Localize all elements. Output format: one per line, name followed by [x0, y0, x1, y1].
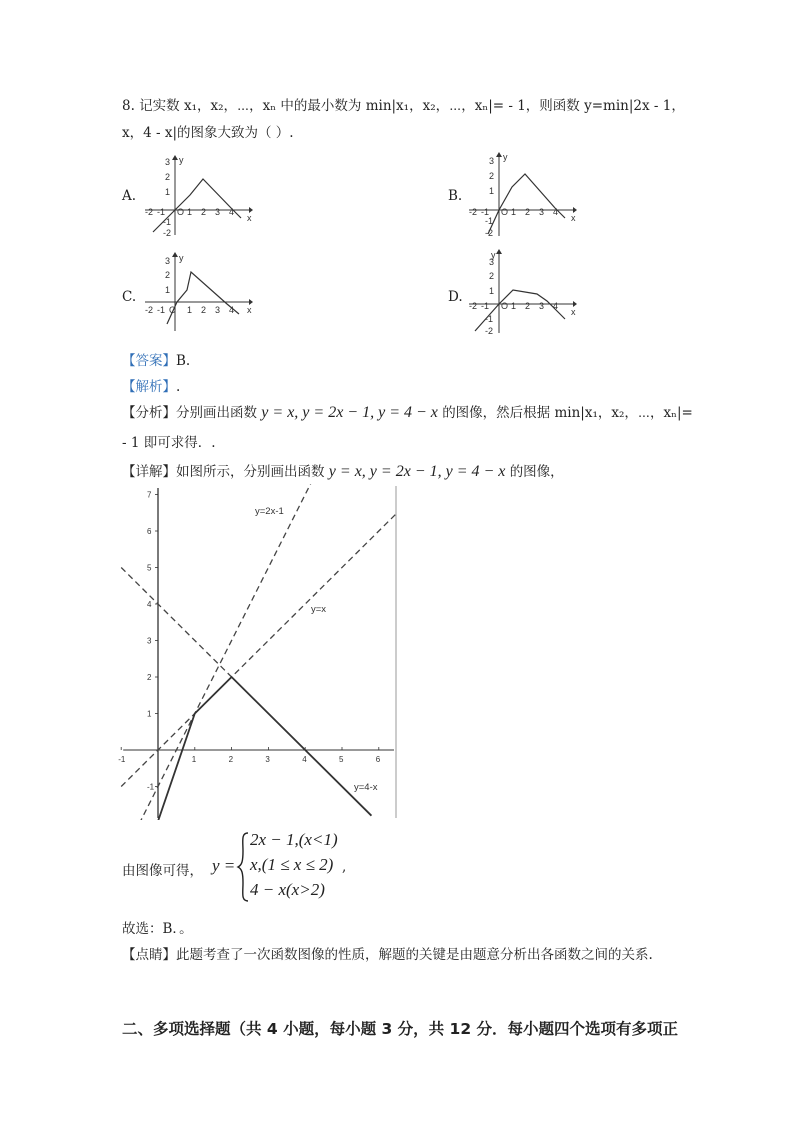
conclusion-text: 由图像可得， [122, 863, 203, 879]
choice-line: 故选：B．。 [122, 921, 193, 937]
fenxi-post: 的图像，然后根据 min|x₁，x₂，⋯，xₙ|= [442, 405, 693, 421]
y-tick: 1 [165, 187, 171, 197]
x-axis-label: x [247, 305, 252, 315]
y-tick: 2 [489, 271, 495, 281]
detail-post: 的图像， [509, 464, 564, 480]
x-tick: -2 [145, 305, 154, 315]
question-line-1: 8. 记实数 x₁，x₂，⋯，xₙ 中的最小数为 min|x₁，x₂，⋯，xₙ|= - 1，则函数 y=min|2x - 1， [122, 98, 685, 114]
case-3: 4 − x(x>2) [250, 880, 325, 899]
y-tick-label: 3 [147, 636, 152, 646]
series-label-x: y=x [311, 604, 327, 615]
y-tick: -2 [485, 228, 494, 237]
y-tick: 1 [165, 285, 171, 295]
x-axis-label: x [571, 307, 576, 317]
fenxi-line-1 [122, 401, 693, 422]
y-axis-label: y [179, 253, 184, 263]
conclusion-tail: , [342, 859, 347, 875]
fenxi-tag: 【分析】 [122, 405, 176, 421]
x-tick: 2 [525, 207, 531, 217]
answer-text: B. [176, 353, 191, 369]
analysis-text: . [176, 379, 181, 395]
x-tick: 2 [201, 305, 207, 315]
x-tick: O [177, 207, 185, 217]
fenxi-formula: y = x, y = 2x − 1, y = 4 − x [261, 404, 438, 421]
y-tick: 3 [489, 156, 495, 166]
x-tick-label: 1 [191, 755, 197, 764]
x-tick: -1 [157, 305, 166, 315]
x-tick: 2 [525, 301, 531, 311]
answer-line [122, 349, 190, 369]
analysis-tag: 【解析】 [122, 379, 176, 395]
comment-tag: 【点睛】 [122, 947, 176, 963]
y-tick-label: 7 [147, 490, 152, 500]
series-label-4-x: y=4-x [354, 782, 378, 793]
y-tick-label: -1 [147, 782, 155, 792]
detail-line [122, 460, 564, 481]
x-tick-label: 3 [265, 755, 270, 764]
y-tick: -2 [163, 228, 172, 237]
x-tick: 4 [553, 301, 559, 311]
option-d-label: D. [448, 289, 463, 305]
detail-pre: 如图所示，分别画出函数 [176, 464, 325, 480]
fenxi-line-2: - 1 即可求得．. [122, 435, 216, 451]
y-tick-label: 4 [147, 600, 152, 609]
y-tick-label: 2 [147, 673, 152, 682]
x-tick: 3 [215, 305, 221, 315]
y-tick: -1 [485, 216, 494, 226]
y-axis-label: y [179, 155, 184, 165]
section-title: 二、多项选择题（共 4 小题，每小题 3 分，共 12 分．每小题四个选项有多项正 [122, 1020, 679, 1038]
analysis-line [122, 375, 180, 395]
x-axis-label: x [247, 213, 252, 223]
option-c-label: C. [122, 289, 137, 305]
x-tick: 4 [553, 207, 559, 217]
x-tick: 1 [187, 207, 193, 217]
y-tick: -1 [485, 314, 494, 324]
y-tick: 3 [165, 157, 171, 167]
y-tick: 1 [489, 286, 495, 296]
x-tick: -2 [469, 207, 478, 217]
option-c-graph [143, 252, 253, 332]
x-tick: 3 [539, 301, 545, 311]
y-tick: -1 [163, 217, 172, 227]
x-tick: -1 [481, 207, 490, 217]
series-y-x [121, 513, 397, 787]
y-tick: 2 [489, 171, 495, 181]
x-tick: 2 [201, 207, 207, 217]
function-graph [118, 484, 398, 820]
x-tick: 4 [229, 305, 235, 315]
y-axis-label: y [491, 250, 496, 260]
x-tick: -2 [145, 207, 154, 217]
detail-formula: y = x, y = 2x − 1, y = 4 − x [328, 463, 506, 480]
x-tick: -1 [157, 207, 166, 217]
piecewise-brace [236, 831, 250, 903]
option-b-graph [467, 152, 577, 237]
option-d-graph [467, 249, 577, 337]
x-tick: 1 [511, 207, 517, 217]
series-min [156, 677, 371, 820]
x-tick-label: 6 [375, 755, 381, 764]
x-tick: 1 [187, 305, 193, 315]
x-tick: O [169, 305, 177, 315]
x-tick-label: 4 [302, 755, 307, 764]
case-1: 2x − 1,(x<1) [250, 830, 338, 849]
x-axis-label: x [571, 213, 576, 223]
series-label-2x-1: y=2x-1 [255, 506, 284, 517]
x-tick: 4 [229, 207, 235, 217]
y-tick-label: 1 [147, 709, 152, 719]
question-line-2: x，4 - x|的图象大致为（ ）. [122, 125, 294, 141]
y-tick: 1 [489, 186, 495, 196]
y-tick-label: 6 [147, 527, 152, 536]
x-tick-label: -1 [118, 755, 126, 764]
y-tick: 3 [489, 257, 495, 267]
conclusion-lhs: y = [212, 856, 236, 875]
y-tick: 3 [165, 256, 171, 266]
option-a-label: A. [122, 188, 137, 204]
option-a-graph [143, 155, 253, 237]
comment-line [122, 943, 653, 963]
x-tick: 1 [511, 301, 517, 311]
y-tick: 2 [165, 270, 171, 280]
x-tick-label: 2 [228, 755, 234, 764]
comment-text: 此题考查了一次函数图像的性质，解题的关键是由题意分析出各函数之间的关系. [176, 947, 653, 963]
fenxi-pre: 分别画出函数 [176, 405, 257, 421]
case-2: x,(1 ≤ x ≤ 2) [250, 855, 334, 874]
x-tick: O [501, 207, 509, 217]
answer-tag: 【答案】 [122, 353, 176, 369]
y-tick-label: 5 [147, 563, 152, 573]
y-axis-label: y [503, 152, 508, 162]
x-tick: 3 [215, 207, 221, 217]
x-tick: O [501, 301, 509, 311]
y-tick: -2 [485, 326, 494, 336]
y-tick: 2 [165, 172, 171, 182]
x-tick: -1 [481, 301, 490, 311]
option-b-label: B. [448, 188, 463, 204]
x-tick-label: 5 [339, 755, 344, 764]
detail-tag: 【详解】 [122, 464, 176, 480]
x-tick: -2 [469, 301, 478, 311]
x-tick: 3 [539, 207, 545, 217]
series-y-4-x [121, 568, 231, 678]
